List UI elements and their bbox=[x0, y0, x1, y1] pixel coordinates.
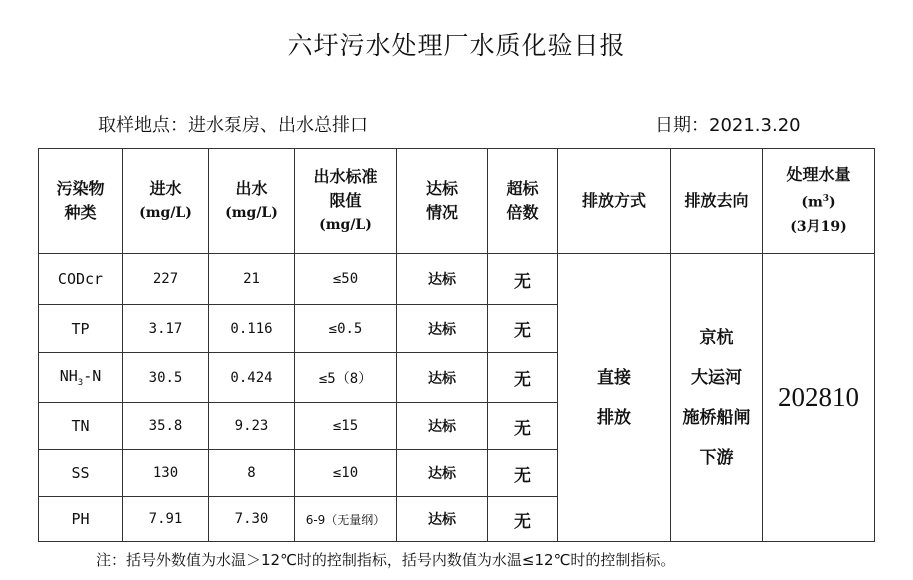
row-exceed: 无 bbox=[488, 403, 558, 450]
report-date: 日期：2021.3.20 bbox=[655, 115, 801, 136]
header-volume: 处理水量 $(m^3)$ (3月19) bbox=[763, 149, 875, 254]
discharge-destination-cell: 京杭 大运河 施桥船闸 下游 bbox=[671, 254, 763, 542]
row-status: 达标 bbox=[397, 305, 488, 353]
header-discharge-destination: 排放去向 bbox=[671, 149, 763, 254]
header-discharge-method: 排放方式 bbox=[558, 149, 671, 254]
header-outflow: 出水 (mg/L) bbox=[209, 149, 295, 254]
treated-volume-value: 202810 bbox=[763, 254, 875, 542]
row-outflow: 8 bbox=[209, 450, 295, 497]
row-limit: 6-9（无量纲） bbox=[295, 497, 397, 542]
row-status: 达标 bbox=[397, 497, 488, 542]
row-inflow: 130 bbox=[123, 450, 209, 497]
row-limit: ≤0.5 bbox=[295, 305, 397, 353]
row-item: SS bbox=[39, 450, 123, 497]
row-status: 达标 bbox=[397, 254, 488, 305]
row-limit: ≤10 bbox=[295, 450, 397, 497]
row-status: 达标 bbox=[397, 353, 488, 403]
row-inflow: 3.17 bbox=[123, 305, 209, 353]
row-item: PH bbox=[39, 497, 123, 542]
row-limit: ≤15 bbox=[295, 403, 397, 450]
row-outflow: 9.23 bbox=[209, 403, 295, 450]
header-limit: 出水标准 限值 (mg/L) bbox=[295, 149, 397, 254]
row-status: 达标 bbox=[397, 450, 488, 497]
header-pollutant: 污染物 种类 bbox=[39, 149, 123, 254]
row-outflow: 21 bbox=[209, 254, 295, 305]
header-status: 达标 情况 bbox=[397, 149, 488, 254]
row-outflow: 0.116 bbox=[209, 305, 295, 353]
row-limit: ≤5（8） bbox=[295, 353, 397, 403]
page-title: 六圩污水处理厂水质化验日报 bbox=[287, 31, 626, 60]
header-row bbox=[39, 149, 875, 254]
row-limit: ≤50 bbox=[295, 254, 397, 305]
row-exceed: 无 bbox=[488, 254, 558, 305]
row-exceed: 无 bbox=[488, 353, 558, 403]
row-inflow: 7.91 bbox=[123, 497, 209, 542]
header-exceed: 超标 倍数 bbox=[488, 149, 558, 254]
table-row bbox=[39, 254, 875, 305]
row-exceed: 无 bbox=[488, 305, 558, 353]
sampling-location: 取样地点：进水泵房、出水总排口 bbox=[98, 115, 368, 136]
row-inflow: 35.8 bbox=[123, 403, 209, 450]
row-item: $NH_3-N$ bbox=[39, 353, 123, 403]
header-inflow: 进水 (mg/L) bbox=[123, 149, 209, 254]
row-inflow: 30.5 bbox=[123, 353, 209, 403]
row-outflow: 0.424 bbox=[209, 353, 295, 403]
row-exceed: 无 bbox=[488, 450, 558, 497]
row-status: 达标 bbox=[397, 403, 488, 450]
row-item: TN bbox=[39, 403, 123, 450]
row-inflow: 227 bbox=[123, 254, 209, 305]
row-item: TP bbox=[39, 305, 123, 353]
row-exceed: 无 bbox=[488, 497, 558, 542]
discharge-method-cell: 直接 排放 bbox=[558, 254, 671, 542]
row-item: CODcr bbox=[39, 254, 123, 305]
footnote: 注：括号外数值为水温＞12℃时的控制指标，括号内数值为水温≤12℃时的控制指标。 bbox=[96, 551, 676, 569]
row-outflow: 7.30 bbox=[209, 497, 295, 542]
water-quality-table bbox=[38, 148, 875, 542]
